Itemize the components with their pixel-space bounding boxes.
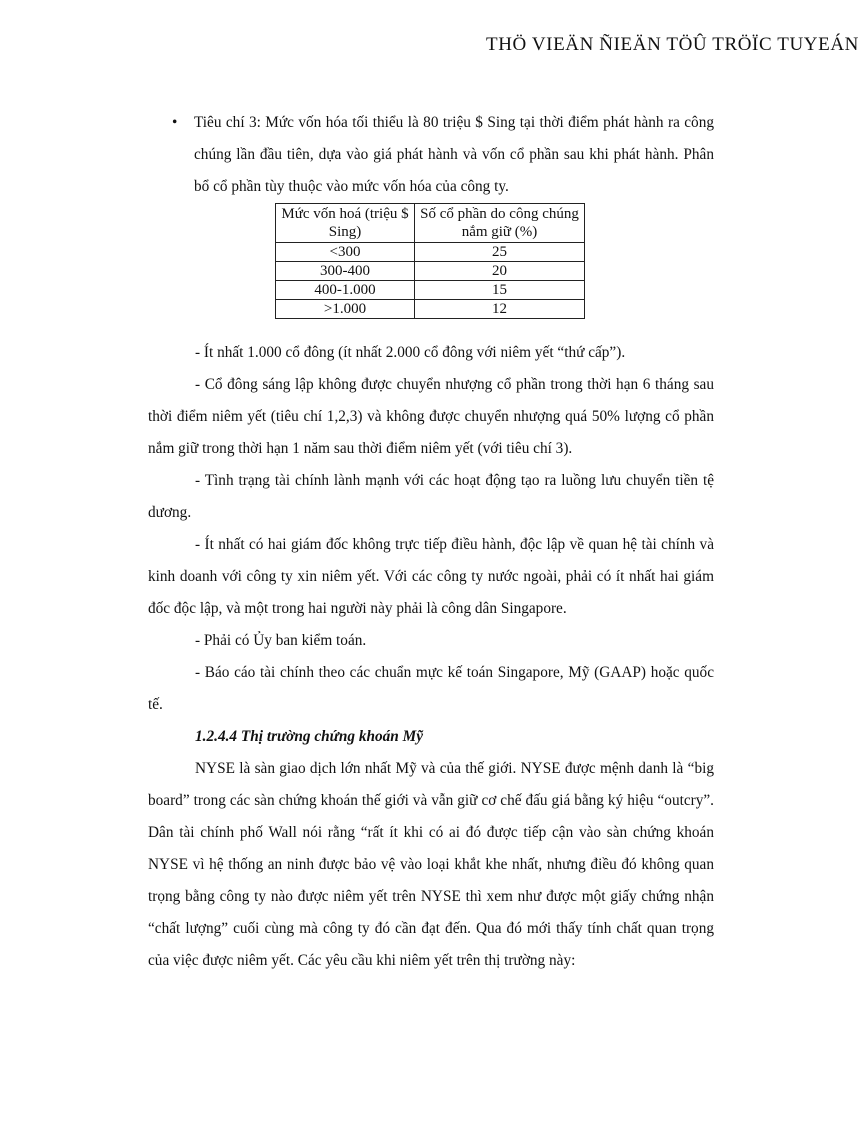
table-row: [276, 243, 585, 262]
table-cell: 12: [415, 300, 585, 319]
table-cell: 15: [415, 281, 585, 300]
table-header-row: [276, 204, 585, 243]
paragraph: - Ít nhất 1.000 cổ đông (ít nhất 2.000 cổ đông với niêm yết “thứ cấp”).: [195, 344, 626, 361]
paragraph: - Báo cáo tài chính theo các chuẩn mực kế toán Singapore, Mỹ (GAAP) hoặc quốc tế.: [148, 664, 714, 713]
bullet-item: [148, 107, 714, 203]
table-cell: 20: [415, 262, 585, 281]
paragraph: - Ít nhất có hai giám đốc không trực tiếp điều hành, độc lập về quan hệ tài chính và kinh doanh với công ty xin niêm yết. Với các công ty nước ngoài, phải có ít nhất hai giám đốc độc lập, và một trong hai người này phải là công dân Singapore.: [148, 536, 714, 617]
bullet-dot-icon: •: [172, 114, 178, 131]
document-body: [148, 107, 714, 977]
table-row: [276, 262, 585, 281]
table-header-cell: Mức vốn hoá (triệu $ Sing): [276, 204, 415, 243]
table-row: [276, 281, 585, 300]
table-row: [276, 300, 585, 319]
table-cell: 25: [415, 243, 585, 262]
paragraph: - Tình trạng tài chính lành mạnh với các hoạt động tạo ra luồng lưu chuyển tiền tệ dương.: [148, 472, 714, 521]
table-cell: <300: [276, 243, 415, 262]
section-heading: 1.2.4.4 Thị trường chứng khoán Mỹ: [195, 728, 423, 745]
table-cell: >1.000: [276, 300, 415, 319]
section-body: NYSE là sàn giao dịch lớn nhất Mỹ và của thế giới. NYSE được mệnh danh là “big board” trong các sàn chứng khoán thế giới và vẫn giữ cơ chế đấu giá bằng ký hiệu “outcry”. Dân tài chính phố Wall nói rằng “rất ít khi có ai đó được tiếp cận vào sàn chứng khoán NYSE vì hệ thống an ninh được bảo vệ vào loại khắt khe nhất, nhưng điều đó không quan trọng bằng công ty nào được niêm yết trên NYSE thì xem như được một giấy chứng nhận “chất lượng” cuối cùng mà công ty đó cần đạt đến. Qua đó mới thấy tính chất quan trọng của việc được niêm yết. Các yêu cầu khi niêm yết trên thị trường này:: [148, 760, 714, 969]
capitalization-table: [275, 203, 585, 319]
page-header-title: THÖ VIEÄN ÑIEÄN TÖÛ TRÖÏC TUYEÁN: [486, 34, 859, 55]
table-cell: 300-400: [276, 262, 415, 281]
paragraph: - Phải có Ủy ban kiểm toán.: [195, 632, 367, 649]
spacer: [148, 319, 714, 337]
paragraph: - Cổ đông sáng lập không được chuyển nhượng cổ phần trong thời hạn 6 tháng sau thời điểm niêm yết (tiêu chí 1,2,3) và không được chuyển nhượng quá 50% lượng cổ phần nắm giữ trong thời hạn 1 năm sau thời điểm niêm yết (với tiêu chí 3).: [148, 376, 714, 457]
table-cell: 400-1.000: [276, 281, 415, 300]
table-header-cell: Số cổ phần do công chúng nắm giữ (%): [415, 204, 585, 243]
bullet-text: Tiêu chí 3: Mức vốn hóa tối thiểu là 80 triệu $ Sing tại thời điểm phát hành ra công chúng lần đầu tiên, dựa vào giá phát hành và vốn cổ phần sau khi phát hành. Phân bổ cổ phần tùy thuộc vào mức vốn hóa của công ty.: [194, 114, 714, 195]
